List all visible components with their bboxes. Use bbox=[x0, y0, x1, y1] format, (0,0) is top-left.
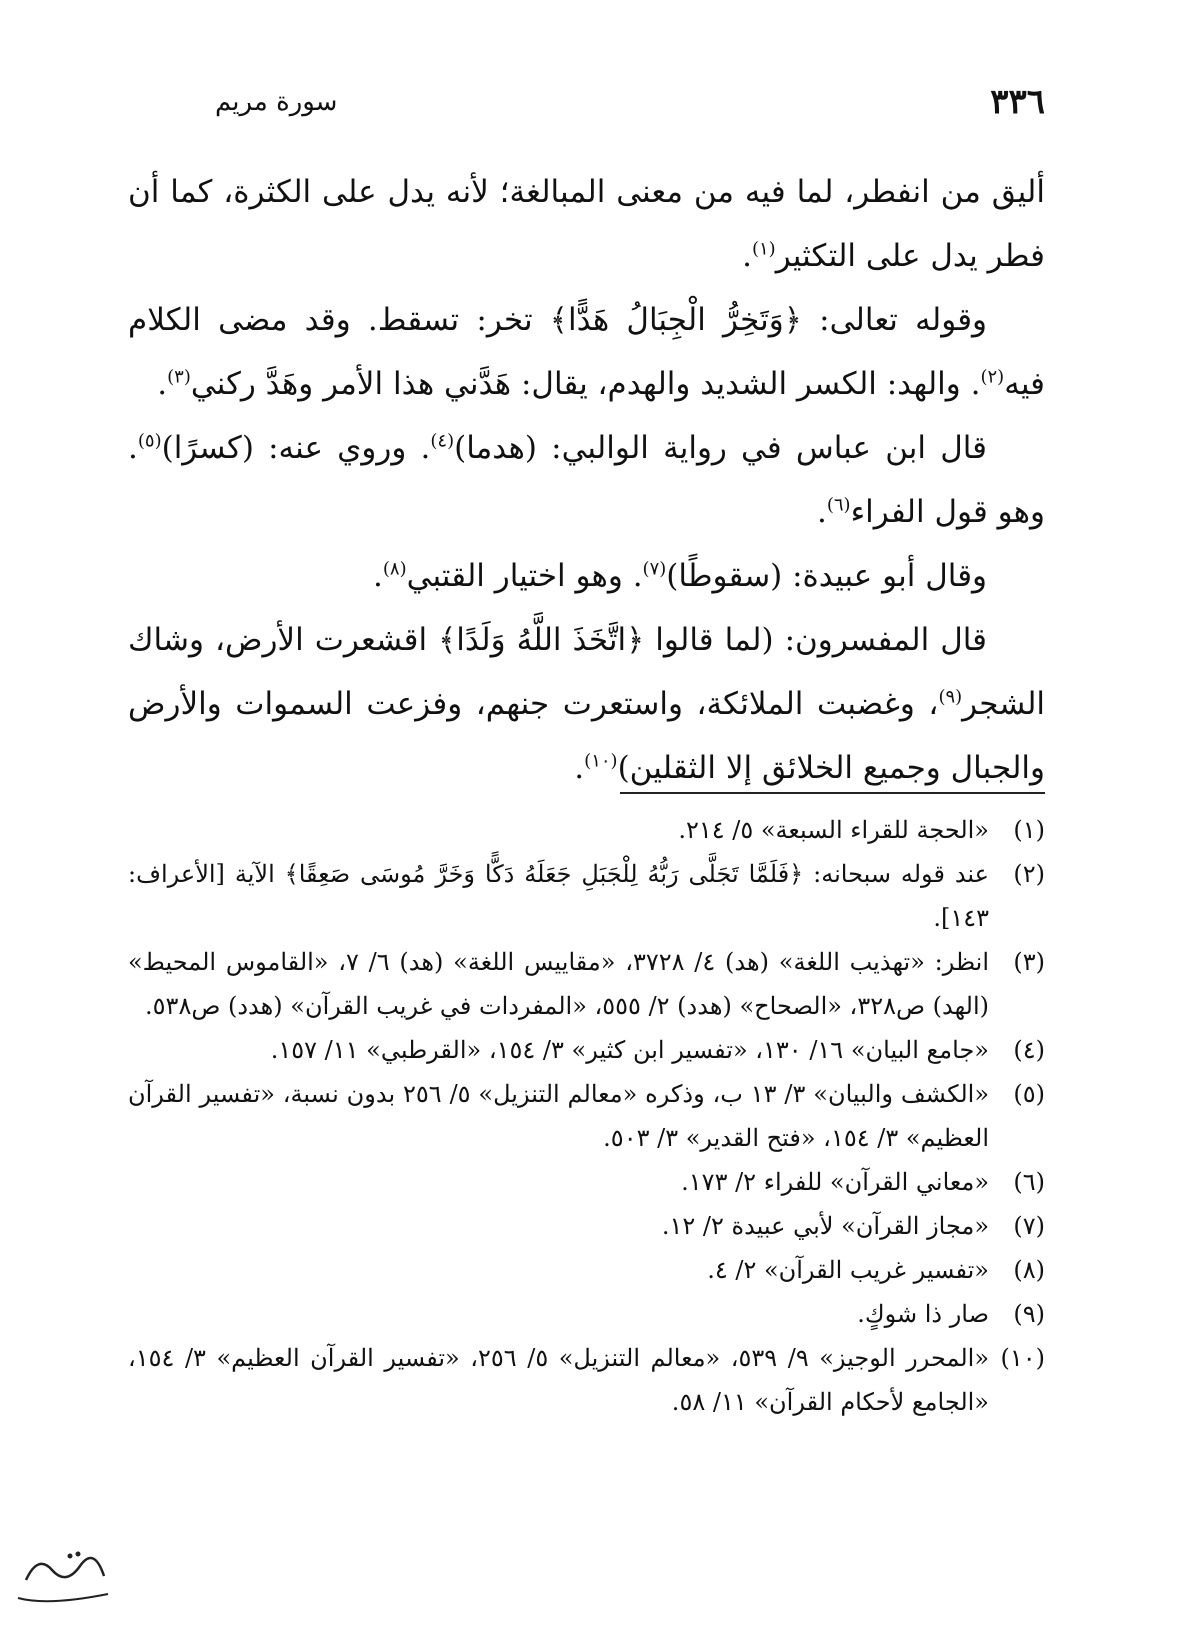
footnote-ref: (٨) bbox=[382, 558, 407, 580]
footnote-ref: (٤) bbox=[430, 430, 455, 452]
paragraph-1 bbox=[128, 160, 1045, 288]
running-title: سورة مريم bbox=[215, 87, 338, 117]
footnote-item bbox=[128, 1204, 1045, 1248]
footnote-number: (٢) bbox=[1013, 860, 1045, 888]
footnote-item bbox=[128, 1248, 1045, 1292]
paragraph-text: قال ابن عباس في رواية الوالبي: (هدما) bbox=[454, 430, 987, 466]
footnote-text: «المحرر الوجيز» ٩/ ٥٣٩، «معالم التنزيل» ٥/ ٢٥٦، «تفسير القرآن العظيم» ٣/ ١٥٤، «الجامع لأحكام القرآن» ١١/ ٥٨. bbox=[128, 1344, 990, 1416]
paragraph-text: قال المفسرون: (لما قالوا ﴿اتَّخَذَ اللَّهُ وَلَدًا﴾ اقشعرت الأرض، وشاك الشجر bbox=[128, 622, 1045, 722]
footnote-item bbox=[128, 1072, 1045, 1160]
paragraph-text: ، وغضبت الملائكة، واستعرت جنهم، وفزعت السموات والأرض والجبال وجميع الخلائق إلا الثقلين) bbox=[128, 686, 1045, 786]
footnote-number: (٦) bbox=[1013, 1168, 1045, 1196]
footnote-number: (٧) bbox=[1013, 1212, 1045, 1240]
footnote-item bbox=[128, 852, 1045, 940]
paragraph-text: . وهو قول الفراء bbox=[128, 430, 1045, 530]
punctuation: . bbox=[742, 238, 752, 274]
paragraph-5 bbox=[128, 608, 1045, 800]
footnote-text: «معاني القرآن» للفراء ٢/ ١٧٣. bbox=[681, 1168, 989, 1196]
paragraph-text: وقال أبو عبيدة: (سقوطًا) bbox=[666, 558, 987, 594]
footnote-text: «مجاز القرآن» لأبي عبيدة ٢/ ١٢. bbox=[661, 1212, 989, 1240]
page-number: ٣٣٦ bbox=[990, 82, 1045, 122]
footnote-item bbox=[128, 1160, 1045, 1204]
footnote-text: «تفسير غريب القرآن» ٢/ ٤. bbox=[707, 1256, 989, 1284]
footnotes bbox=[128, 808, 1045, 1424]
calligraphy-logo-icon bbox=[8, 1540, 118, 1618]
footnote-ref: (٧) bbox=[642, 558, 667, 580]
footnote-ref: (١) bbox=[751, 238, 776, 260]
footnote-ref: (١٠) bbox=[584, 750, 618, 772]
footnote-item bbox=[128, 940, 1045, 1028]
footnote-number: (١٠) bbox=[1000, 1344, 1045, 1372]
footnote-text: انظر: «تهذيب اللغة» (هد) ٤/ ٣٧٢٨، «مقاييس اللغة» (هد) ٦/ ٧، «القاموس المحيط» (الهد) ص٣٢٨، «الصحاح» (هدد) ٢/ ٥٥٥، «المفردات في غريب القرآن» (هدد) ص٥٣٨. bbox=[128, 948, 990, 1020]
footnote-ref: (٢) bbox=[980, 366, 1005, 388]
paragraph-text: وقوله تعالى: ﴿وَتَخِرُّ الْجِبَالُ هَدًّا﴾ تخر: تسقط. وقد مضى الكلام فيه bbox=[128, 302, 1045, 402]
footnote-number: (٩) bbox=[1013, 1300, 1045, 1328]
footnote-text: عند قوله سبحانه: ﴿فَلَمَّا تَجَلَّى رَبُّهُ لِلْجَبَلِ جَعَلَهُ دَكًّا وَخَرَّ مُوسَى صَعِقًا﴾ الآية [الأعراف: ١٤٣]. bbox=[128, 860, 989, 932]
footnote-number: (٨) bbox=[1013, 1256, 1045, 1284]
footnote-number: (١) bbox=[1013, 816, 1045, 844]
footnote-ref: (٦) bbox=[826, 494, 851, 516]
footnote-item bbox=[128, 1292, 1045, 1336]
footnote-item bbox=[128, 1336, 1045, 1424]
footnote-item bbox=[128, 1028, 1045, 1072]
paragraph-2 bbox=[128, 288, 1045, 416]
punctuation: . bbox=[157, 366, 168, 402]
footnote-number: (٤) bbox=[1013, 1036, 1045, 1064]
footnote-text: «جامع البيان» ١٦/ ١٣٠، «تفسير ابن كثير» ٣/ ١٥٤، «القرطبي» ١١/ ١٥٧. bbox=[270, 1036, 989, 1064]
paragraph-text: . والهد: الكسر الشديد والهدم، يقال: هَدَّني هذا الأمر وهَدَّ ركني bbox=[190, 366, 981, 402]
punctuation: . bbox=[373, 558, 383, 594]
paragraph-text: . وهو اختيار القتبي bbox=[406, 558, 643, 594]
footnote-number: (٣) bbox=[1013, 948, 1045, 976]
footnote-number: (٥) bbox=[1013, 1080, 1045, 1108]
footnote-item bbox=[128, 808, 1045, 852]
paragraph-3 bbox=[128, 416, 1045, 544]
footnote-ref: (٩) bbox=[938, 686, 963, 708]
footnote-ref: (٥) bbox=[137, 430, 162, 452]
punctuation: . bbox=[574, 750, 585, 786]
paragraph-text: . وروي عنه: (كسرًا) bbox=[161, 430, 431, 466]
punctuation: . bbox=[816, 494, 827, 530]
paragraph-text: أليق من انفطر، لما فيه من معنى المبالغة؛ لأنه يدل على الكثرة، كما أن فطر يدل على التكثير bbox=[128, 174, 1045, 274]
paragraph-4 bbox=[128, 544, 1045, 608]
footnote-divider bbox=[620, 792, 1045, 794]
page-header bbox=[215, 78, 1045, 126]
footnote-text: «الكشف والبيان» ٣/ ١٣ ب، وذكره «معالم التنزيل» ٥/ ٢٥٦ بدون نسبة، «تفسير القرآن العظيم» ٣/ ١٥٤، «فتح القدير» ٣/ ٥٠٣. bbox=[128, 1080, 990, 1152]
main-text bbox=[128, 160, 1045, 800]
footnote-text: صار ذا شوكٍ. bbox=[857, 1300, 989, 1328]
footnote-ref: (٣) bbox=[167, 366, 191, 388]
footnote-text: «الحجة للقراء السبعة» ٥/ ٢١٤. bbox=[678, 816, 989, 844]
